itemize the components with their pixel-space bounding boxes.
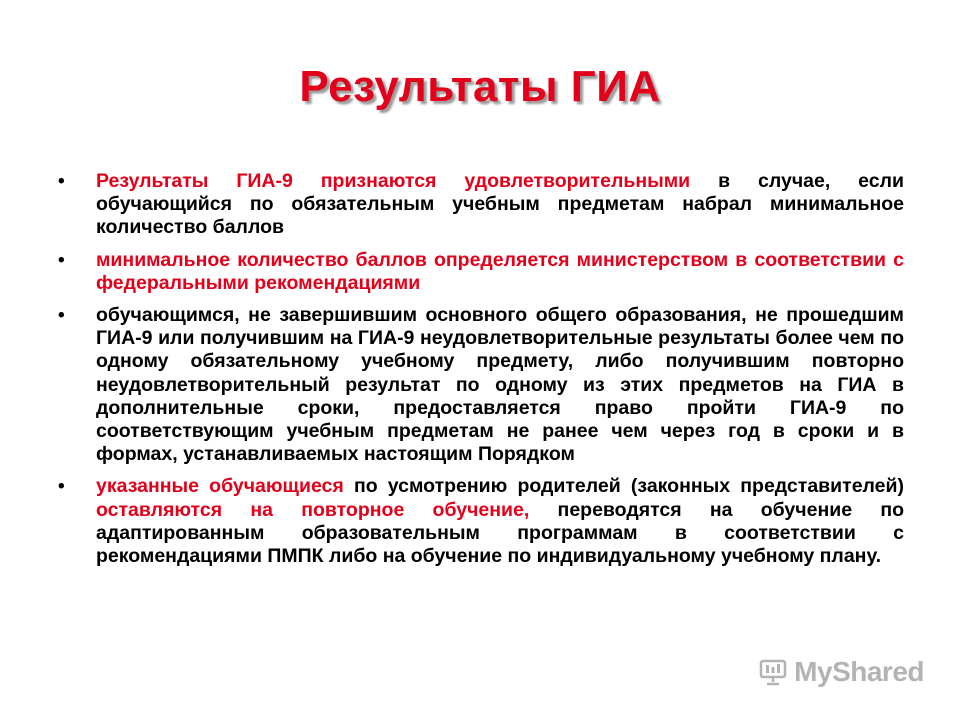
bullet-text-highlight: указанные обучающиеся — [96, 475, 344, 498]
watermark-text: MyShared — [794, 656, 924, 687]
bullet-marker: • — [58, 305, 65, 327]
bullet-text: в случае, если обучающийся по обязательным учебным предметам набрал минимальное количество баллов — [96, 170, 904, 239]
bullet-item — [58, 170, 904, 240]
bullet-item — [58, 249, 904, 295]
bullet-text: обучающимся, не завершившим основного общего образования, не прошедшим ГИА-9 или получившим на ГИА-9 неудовлетворительные результаты более чем по одному обязательному учебному предмету, либо получившим повторно неудовлетворительный результат по одному из этих предметов на ГИА в дополнительные сроки, предоставляется право пройти ГИА-9 по соответствующим учебным предметам не ранее чем через год в сроки и в формах, устанавливаемых настоящим Порядком — [96, 304, 904, 466]
bullet-text: переводятся на обучение по адаптированным образовательным программам в соответствии с рекомендациями ПМПК либо на обучение по индивидуальному учебному плану. — [96, 498, 905, 568]
bullet-marker: • — [58, 171, 65, 192]
bullet-text: по усмотрению родителей (законных представителей) — [343, 475, 904, 498]
watermark — [758, 656, 924, 688]
bullet-marker: • — [58, 249, 65, 271]
presentation-icon — [758, 657, 788, 687]
bullet-item — [58, 304, 904, 466]
bullet-item — [58, 475, 904, 568]
bullet-marker: • — [58, 476, 65, 498]
bullet-text-highlight: оставляются на повторное обучение, — [96, 498, 530, 521]
bullet-text-highlight: Результаты ГИА-9 признаются удовлетворительными — [96, 170, 691, 192]
bullet-list — [58, 170, 904, 577]
page-title: Результаты ГИА — [299, 62, 661, 111]
bullet-text-highlight: минимальное количество баллов определяется министерством в соответствии с федеральными рекомендациями — [96, 248, 904, 294]
